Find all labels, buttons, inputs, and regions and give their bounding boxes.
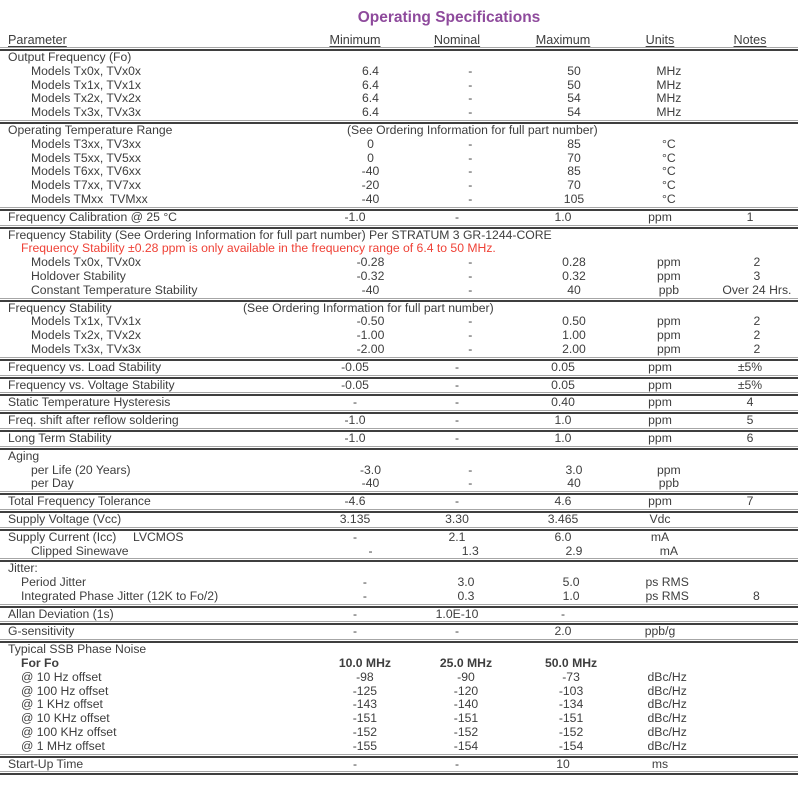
table-row	[0, 758, 798, 772]
max-value: 6.0	[554, 529, 572, 544]
notes-value: 2	[753, 314, 761, 329]
row-label: Supply Current (Icc)	[8, 529, 117, 544]
max-value: 1.0	[554, 430, 572, 445]
row-label: Supply Voltage (Vcc)	[8, 511, 122, 526]
max-value: 0.50	[562, 314, 586, 329]
row-label: Output Frequency (Fo)	[8, 50, 132, 64]
section-separator	[0, 771, 798, 775]
table-row	[0, 65, 798, 79]
row-label: Models Tx3x, TVx3x	[31, 341, 141, 356]
table-body	[0, 51, 798, 775]
column-header-units	[612, 33, 708, 47]
units-value: ppm	[648, 395, 672, 410]
row-label: @ 10 KHz offset	[21, 711, 110, 726]
max-value: 50	[567, 63, 581, 78]
nominal-value: -	[468, 341, 473, 356]
table-row	[0, 590, 798, 604]
max-value: 70	[567, 150, 581, 165]
max-value: 1.0	[554, 413, 572, 428]
row-label: Clipped Sinewave	[31, 543, 129, 558]
max-value: 1.00	[562, 328, 586, 343]
min-value: -	[352, 606, 358, 621]
max-value: 5.0	[562, 575, 580, 590]
row-label: Frequency Stability (See Ordering Information for full part number) Per STRATUM 3 GR-1244-CORE	[8, 227, 552, 242]
row-label: Frequency Calibration @ 25 °C	[8, 209, 177, 224]
nominal-value: -	[468, 150, 473, 165]
nominal-value: -	[468, 268, 473, 283]
min-value: -1.00	[356, 328, 385, 343]
nominal-value: -	[468, 282, 473, 297]
units-value: ppm	[648, 413, 672, 428]
min-value: -151	[352, 711, 378, 726]
nominal-value: -	[454, 494, 460, 509]
notes-value: 2	[753, 328, 761, 343]
nominal-value: -154	[453, 738, 479, 753]
nominal-value: -	[468, 178, 473, 193]
max-value: 0.05	[551, 359, 575, 374]
row-label: Aging	[8, 448, 40, 463]
table-row	[0, 379, 798, 393]
min-value: 0	[367, 136, 374, 151]
nominal-value: -	[454, 359, 460, 374]
table-row	[0, 193, 798, 207]
min-value: -1.0	[344, 209, 366, 224]
nominal-value: -	[468, 164, 473, 179]
min-value: 0	[367, 150, 374, 165]
table-row	[0, 229, 798, 243]
table-row	[0, 165, 798, 179]
row-label: @ 1 MHz offset	[21, 738, 105, 753]
column-header-label: Nominal	[433, 33, 481, 47]
row-span-note: (See Ordering Information for full part number)	[243, 300, 494, 315]
nominal-value: -151	[453, 711, 479, 726]
min-value: -	[352, 529, 358, 544]
column-header-notes	[708, 33, 792, 47]
max-value: 85	[567, 164, 581, 179]
column-header-minimum	[310, 33, 400, 47]
units-value: °C	[662, 164, 676, 179]
table-row	[0, 513, 798, 527]
row-sublabel: LVCMOS	[133, 529, 184, 544]
nominal-value: 1.0E-10	[435, 606, 479, 621]
table-row	[0, 302, 798, 316]
table-row	[0, 343, 798, 357]
max-value: 4.6	[554, 494, 572, 509]
table-row	[0, 685, 798, 699]
min-value: -98	[356, 669, 374, 684]
max-value: 40	[567, 282, 581, 297]
units-value: dBc/Hz	[647, 669, 687, 684]
notes-value: 8	[752, 588, 760, 603]
row-label: per Life (20 Years)	[31, 462, 131, 477]
min-value: -2.00	[356, 341, 385, 356]
nominal-value: -152	[453, 725, 479, 740]
max-value: 85	[567, 136, 581, 151]
units-value: dBc/Hz	[647, 697, 687, 712]
table-row	[0, 152, 798, 166]
table-row	[0, 531, 798, 545]
table-row	[0, 106, 798, 120]
min-value: -0.32	[356, 268, 385, 283]
units-value: ppm	[657, 462, 681, 477]
max-value: 10	[556, 756, 570, 771]
table-row	[0, 79, 798, 93]
min-value: -40	[361, 164, 380, 179]
nominal-value: -	[468, 462, 473, 477]
table-row	[0, 464, 798, 478]
units-value: dBc/Hz	[647, 738, 687, 753]
max-value: 1.0	[554, 209, 572, 224]
min-value: -143	[352, 697, 378, 712]
table-row	[0, 643, 798, 657]
min-value: -	[362, 575, 367, 590]
units-value: ps RMS	[645, 588, 689, 603]
nominal-value: -	[454, 756, 460, 771]
units-value: dBc/Hz	[647, 711, 687, 726]
row-label: Static Temperature Hysteresis	[8, 395, 171, 410]
row-label: Frequency Stability	[8, 300, 112, 315]
max-value: 3.0	[565, 462, 583, 477]
nominal-value: -	[454, 377, 460, 392]
row-label: Models T5xx, TV5xx	[31, 150, 141, 165]
table-row	[0, 284, 798, 298]
row-label: Models Tx1x, TVx1x	[31, 77, 141, 92]
table-row	[0, 450, 798, 464]
max-value: 0.28	[562, 255, 586, 270]
notes-value: 2	[753, 341, 761, 356]
min-value: -1.0	[344, 413, 366, 428]
min-value: -4.6	[344, 494, 366, 509]
notes-value: ±5%	[737, 359, 763, 374]
column-header-label: Maximum	[535, 33, 591, 47]
column-header-label: Units	[645, 33, 675, 47]
max-value: 50	[567, 77, 581, 92]
units-value: MHz	[656, 63, 682, 78]
nominal-value: -120	[453, 683, 479, 698]
row-label: Models Tx2x, TVx2x	[31, 91, 141, 106]
max-value: -103	[558, 683, 584, 698]
nominal-value: -	[468, 105, 473, 120]
units-value: ppb	[658, 282, 680, 297]
min-value: 6.4	[362, 77, 379, 92]
min-value: -	[352, 756, 358, 771]
table-row	[0, 698, 798, 712]
nominal-value: -	[468, 63, 473, 78]
units-value: ppm	[648, 359, 672, 374]
max-value: 105	[563, 191, 585, 206]
nominal-value: -140	[453, 697, 479, 712]
nominal-value: 3.0	[457, 575, 475, 590]
nominal-value: 25.0 MHz	[439, 656, 493, 671]
row-label: Integrated Phase Jitter (12K to Fo/2)	[21, 588, 219, 603]
row-label: Frequency vs. Load Stability	[8, 359, 162, 374]
row-label: Operating Temperature Range	[8, 122, 173, 137]
min-value: -0.50	[356, 314, 385, 329]
row-label: Models T7xx, TV7xx	[31, 178, 141, 193]
units-value: ppm	[657, 255, 681, 270]
notes-value: 6	[746, 430, 754, 445]
units-value: °C	[662, 136, 676, 151]
units-value: ppm	[657, 328, 681, 343]
row-label: Frequency vs. Voltage Stability	[8, 377, 175, 392]
nominal-value: -	[468, 191, 473, 206]
table-row	[0, 256, 798, 270]
min-value: -0.28	[356, 255, 385, 270]
table-row	[0, 495, 798, 509]
page-title: Operating Specifications	[357, 9, 541, 26]
units-value: °C	[662, 178, 676, 193]
table-row	[0, 92, 798, 106]
row-label: @ 10 Hz offset	[21, 669, 102, 684]
notes-value: 5	[746, 413, 754, 428]
row-label: Models TMxx TVMxx	[31, 191, 148, 206]
units-value: ppm	[648, 377, 672, 392]
max-value: 0.05	[551, 377, 575, 392]
row-label: Models Tx0x, TVx0x	[31, 255, 141, 270]
max-value: 54	[567, 91, 581, 106]
column-header-label: Parameter	[8, 33, 67, 47]
units-value: MHz	[656, 77, 682, 92]
notes-value: 1	[746, 209, 754, 224]
min-value: -	[352, 395, 358, 410]
nominal-value: 3.30	[445, 511, 469, 526]
nominal-value: -	[468, 77, 473, 92]
max-value: 2.0	[554, 624, 572, 639]
max-value: -152	[558, 725, 584, 740]
units-value: ppb/g	[644, 624, 676, 639]
notes-value: Over 24 Hrs.	[722, 282, 792, 297]
table-row	[0, 179, 798, 193]
table-row	[0, 124, 798, 138]
row-span-note: (See Ordering Information for full part number)	[347, 122, 598, 137]
max-value: 0.32	[562, 268, 586, 283]
min-value: -40	[361, 476, 380, 491]
table-row	[0, 477, 798, 491]
max-value: 2.9	[565, 543, 583, 558]
table-row	[0, 432, 798, 446]
units-value: ppm	[657, 341, 681, 356]
min-value: 6.4	[362, 105, 379, 120]
table-header	[0, 30, 798, 47]
max-value: 2.00	[562, 341, 586, 356]
row-label: Models Tx0x, TVx0x	[31, 63, 141, 78]
min-value: -0.05	[341, 359, 369, 374]
max-value: -151	[558, 711, 584, 726]
table-row	[0, 51, 798, 65]
nominal-value: -	[468, 91, 473, 106]
nominal-value: -	[468, 136, 473, 151]
row-label: @ 1 KHz offset	[21, 697, 103, 712]
row-label: Frequency Stability ±0.28 ppm is only available in the frequency range of 6.4 to 50 MHz.	[21, 241, 496, 256]
nominal-value: -	[468, 314, 473, 329]
units-value: mA	[650, 529, 670, 544]
units-value: ppm	[648, 430, 672, 445]
row-label: Total Frequency Tolerance	[8, 494, 151, 509]
units-value: ppm	[657, 314, 681, 329]
units-value: dBc/Hz	[647, 725, 687, 740]
table-row	[0, 361, 798, 375]
max-value: 50.0 MHz	[544, 656, 598, 671]
nominal-value: 1.3	[461, 543, 479, 558]
table-row	[0, 545, 798, 559]
table-row	[0, 726, 798, 740]
row-label: Long Term Stability	[8, 430, 112, 445]
min-value: -	[368, 543, 373, 558]
notes-value: 7	[746, 494, 754, 509]
min-value: -155	[352, 738, 378, 753]
min-value: 6.4	[362, 91, 379, 106]
table-row	[0, 315, 798, 329]
table-row	[0, 625, 798, 639]
nominal-value: -	[468, 255, 473, 270]
units-value: ps RMS	[645, 575, 689, 590]
max-value: 40	[567, 476, 581, 491]
min-value: -3.0	[359, 462, 381, 477]
column-header-parameter	[0, 33, 310, 47]
units-value: ppm	[657, 268, 681, 283]
table-row	[0, 329, 798, 343]
notes-value: 2	[753, 255, 761, 270]
table-row	[0, 414, 798, 428]
nominal-value: -	[454, 413, 460, 428]
table-row	[0, 576, 798, 590]
min-value: -0.05	[341, 377, 369, 392]
row-label: Models T3xx, TV3xx	[31, 136, 141, 151]
nominal-value: -	[454, 395, 460, 410]
units-value: °C	[662, 191, 676, 206]
units-value: mA	[659, 543, 678, 558]
row-label: Models T6xx, TV6xx	[31, 164, 141, 179]
table-row	[0, 740, 798, 754]
row-label: Period Jitter	[21, 575, 87, 590]
table-row	[0, 138, 798, 152]
units-value: ppm	[648, 209, 672, 224]
max-value: -134	[558, 697, 584, 712]
units-value: MHz	[656, 105, 682, 120]
table-row	[0, 562, 798, 576]
row-label: Typical SSB Phase Noise	[8, 642, 147, 657]
min-value: -40	[361, 191, 380, 206]
min-value: -	[352, 624, 358, 639]
min-value: -	[362, 588, 367, 603]
notes-value: ±5%	[737, 377, 763, 392]
nominal-value: 0.3	[457, 588, 475, 603]
max-value: 3.465	[547, 511, 579, 526]
units-value: ms	[651, 756, 669, 771]
row-label: G-sensitivity	[8, 624, 75, 639]
max-value: 1.0	[562, 588, 580, 603]
row-label: @ 100 Hz offset	[21, 683, 109, 698]
min-value: -1.0	[344, 430, 366, 445]
units-value: ppm	[648, 494, 672, 509]
min-value: -125	[352, 683, 378, 698]
row-label: Models Tx1x, TVx1x	[31, 314, 141, 329]
nominal-value: -90	[457, 669, 475, 684]
nominal-value: -	[468, 476, 473, 491]
table-row	[0, 712, 798, 726]
max-value: 0.40	[551, 395, 575, 410]
units-value: ppb	[658, 476, 680, 491]
max-value: 54	[567, 105, 581, 120]
row-label: Start-Up Time	[8, 756, 84, 771]
nominal-value: -	[454, 430, 460, 445]
column-header-maximum	[514, 33, 612, 47]
row-label: Models Tx2x, TVx2x	[31, 328, 141, 343]
nominal-value: 2.1	[448, 529, 466, 544]
max-value: 70	[567, 178, 581, 193]
max-value: -73	[562, 669, 580, 684]
min-value: -20	[361, 178, 380, 193]
max-value: -154	[558, 738, 584, 753]
table-row	[0, 657, 798, 671]
units-value: °C	[662, 150, 676, 165]
notes-value: 4	[746, 395, 754, 410]
table-row	[0, 270, 798, 284]
row-label: Freq. shift after reflow soldering	[8, 413, 179, 428]
row-label: Constant Temperature Stability	[31, 282, 198, 297]
min-value: 6.4	[362, 63, 379, 78]
row-label: For Fo	[21, 656, 59, 671]
units-value: dBc/Hz	[647, 683, 687, 698]
min-value: -152	[352, 725, 378, 740]
min-value: 3.135	[339, 511, 371, 526]
column-header-label: Notes	[733, 33, 767, 47]
nominal-value: -	[468, 328, 473, 343]
max-value: -	[560, 606, 566, 621]
table-row	[0, 396, 798, 410]
nominal-value: -	[454, 209, 460, 224]
row-label: per Day	[31, 476, 74, 491]
table-row	[0, 242, 798, 256]
row-label: Jitter:	[8, 561, 38, 576]
row-label: Holdover Stability	[31, 268, 126, 283]
min-value: -40	[361, 282, 380, 297]
column-header-label: Minimum	[329, 33, 381, 47]
row-label: @ 100 KHz offset	[21, 725, 117, 740]
row-label: Allan Deviation (1s)	[8, 606, 114, 621]
notes-value: 3	[753, 268, 761, 283]
units-value: MHz	[656, 91, 682, 106]
table-row	[0, 608, 798, 622]
nominal-value: -	[454, 624, 460, 639]
table-row	[0, 211, 798, 225]
row-label: Models Tx3x, TVx3x	[31, 105, 141, 120]
table-row	[0, 671, 798, 685]
units-value: Vdc	[649, 511, 671, 526]
column-header-nominal	[400, 33, 514, 47]
min-value: 10.0 MHz	[338, 656, 391, 671]
